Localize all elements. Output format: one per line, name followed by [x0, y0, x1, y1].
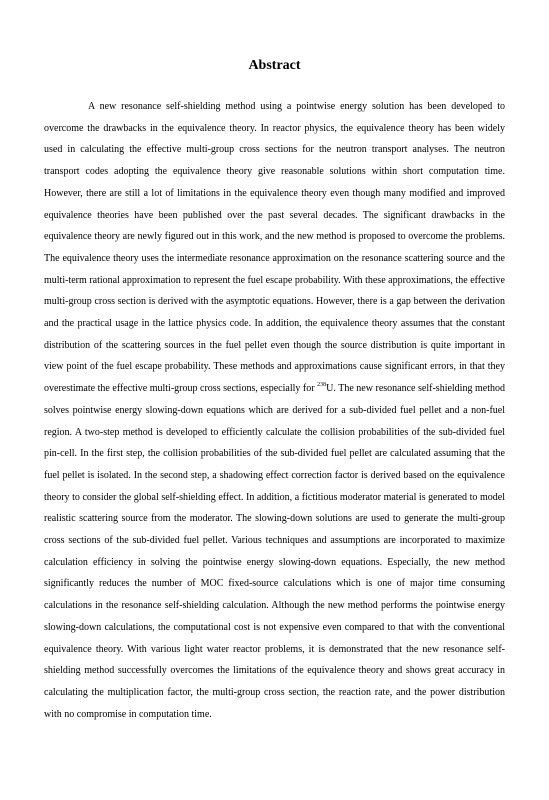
isotope-mass-number: 238 [317, 382, 327, 389]
abstract-text-part-2: . The new resonance self-shielding method solves pointwise energy slowing-down equations which are derived for a sub-divided fuel pellet and a non-fuel region. A two-step method is developed to efficiently calculate the collision probabilities of the sub-divided fuel pin-cell. In the first step, the collision probabilities of the sub-divided fuel pellet are calculated assuming that the fuel pellet is isolated. In the second step, a shadowing effect correction factor is derived based on the equivalence theory to consider the global self-shielding effect. In addition, a fictitious moderator material is generated to model realistic scattering source from the moderator. The slowing-down solutions are used to generate the multi-group cross sections of the sub-divided fuel pellet. Various techniques and assumptions are incorporated to maximize calculation efficiency in solving the pointwise energy slowing-down equations. Especially, the new method significantly reduces the number of MOC fixed-source calculations which is one of major time consuming calculations in the resonance self-shielding calculation. Although the new method performs the pointwise energy slowing-down calculations, the computational cost is not expensive even compared to that with the conventional equivalence theory. With various light water reactor problems, it is demonstrated that the new resonance self-shielding method successfully overcomes the limitations of the equivalence theory and shows great accuracy in calculating the multiplication factor, the multi-group cross section, the reaction rate, and the power distribution with no compromise in computation time. [44, 383, 506, 720]
isotope-symbol: U [326, 383, 334, 395]
abstract-title: Abstract [248, 58, 301, 73]
abstract-text-part-1: A new resonance self-shielding method using a pointwise energy solution has been developed to overcome the drawbacks in the equivalence theory. In reactor physics, the equivalence theory has been widely used in calculating the effective multi-group cross sections for the neutron transport analyses. The neutron transport codes adopting the equivalence theory give reasonable solutions within short computation time. However, there are still a lot of limitations in the equivalence theory even though many modified and improved equivalence theories have been published over the past several decades. The significant drawbacks in the equivalence theory are newly figured out in this work, and the new method is proposed to overcome the problems. The equivalence theory uses the intermediate resonance approximation on the resonance scattering source and the multi-term rational approximation to represent the fuel escape probability. With these approximations, the effective multi-group cross section is derived with the asymptotic equations. However, there is a gap between the derivation and the practical usage in the lattice physics code. In addition, the equivalence theory assumes that the constant distribution of the scattering sources in the fuel pellet even though the source distribution is quite important in view point of the fuel escape probability. These methods and approximations cause significant errors, in that they overestimate the effective multi-group cross sections, especially for [44, 101, 505, 395]
abstract-body-paragraph [44, 96, 505, 725]
